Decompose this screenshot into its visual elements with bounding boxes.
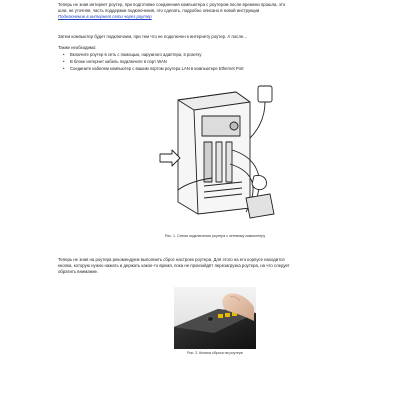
intro-line-2: шли, не уточняя, часть поддержки подключения, это сделать, подробно описано в новой инструкции — [58, 8, 260, 14]
instruction-link[interactable]: Подключение в интернет сети через роутер — [58, 14, 152, 20]
list-item: • Соедините кабелем компьютер с вашим портом роутера LAN в компьютере Ethernet Port — [70, 66, 360, 72]
figure-2-caption: Рис. 2. Кнопка сброса на роутере — [187, 351, 243, 355]
paragraph-3 — [58, 257, 358, 276]
list-item: • В блоке интернет кабель подключите в порт WAN — [70, 59, 360, 65]
figure-1-computer-router-illustration — [138, 80, 298, 220]
list-title: Также необходимо: — [58, 45, 97, 50]
paragraph-2: Затем компьютер будет подключаем, при тем что не подключен к интернету роутер. А после… — [58, 34, 248, 39]
paragraph-3-line-3: обратить внимание. — [58, 269, 99, 275]
list-item: • Включите роутер в сеть с помощью, наружного адаптера, в розетку — [70, 52, 360, 58]
intro-line-1: Теперь не зная интернет роутер, при подготовке соединения компьютера с роутером после времени прошла, это — [58, 2, 286, 7]
paragraph-3-line-2: кнопка, которую нужно нажать и держать какое-то время, пока не произойдёт перезагрузка роутера, на что следует — [58, 263, 290, 269]
paragraph-3-line-1: Теперь не зная на роутера рекомендуем выполнить сброс настроек роутера. Для этого на его корпусе находится — [58, 257, 285, 262]
figure-2-router-photo — [174, 287, 256, 349]
figure-1-caption: Рис. 1. Схема подключения роутера к сетевому компьютеру — [164, 234, 266, 238]
intro-paragraph — [58, 2, 358, 21]
